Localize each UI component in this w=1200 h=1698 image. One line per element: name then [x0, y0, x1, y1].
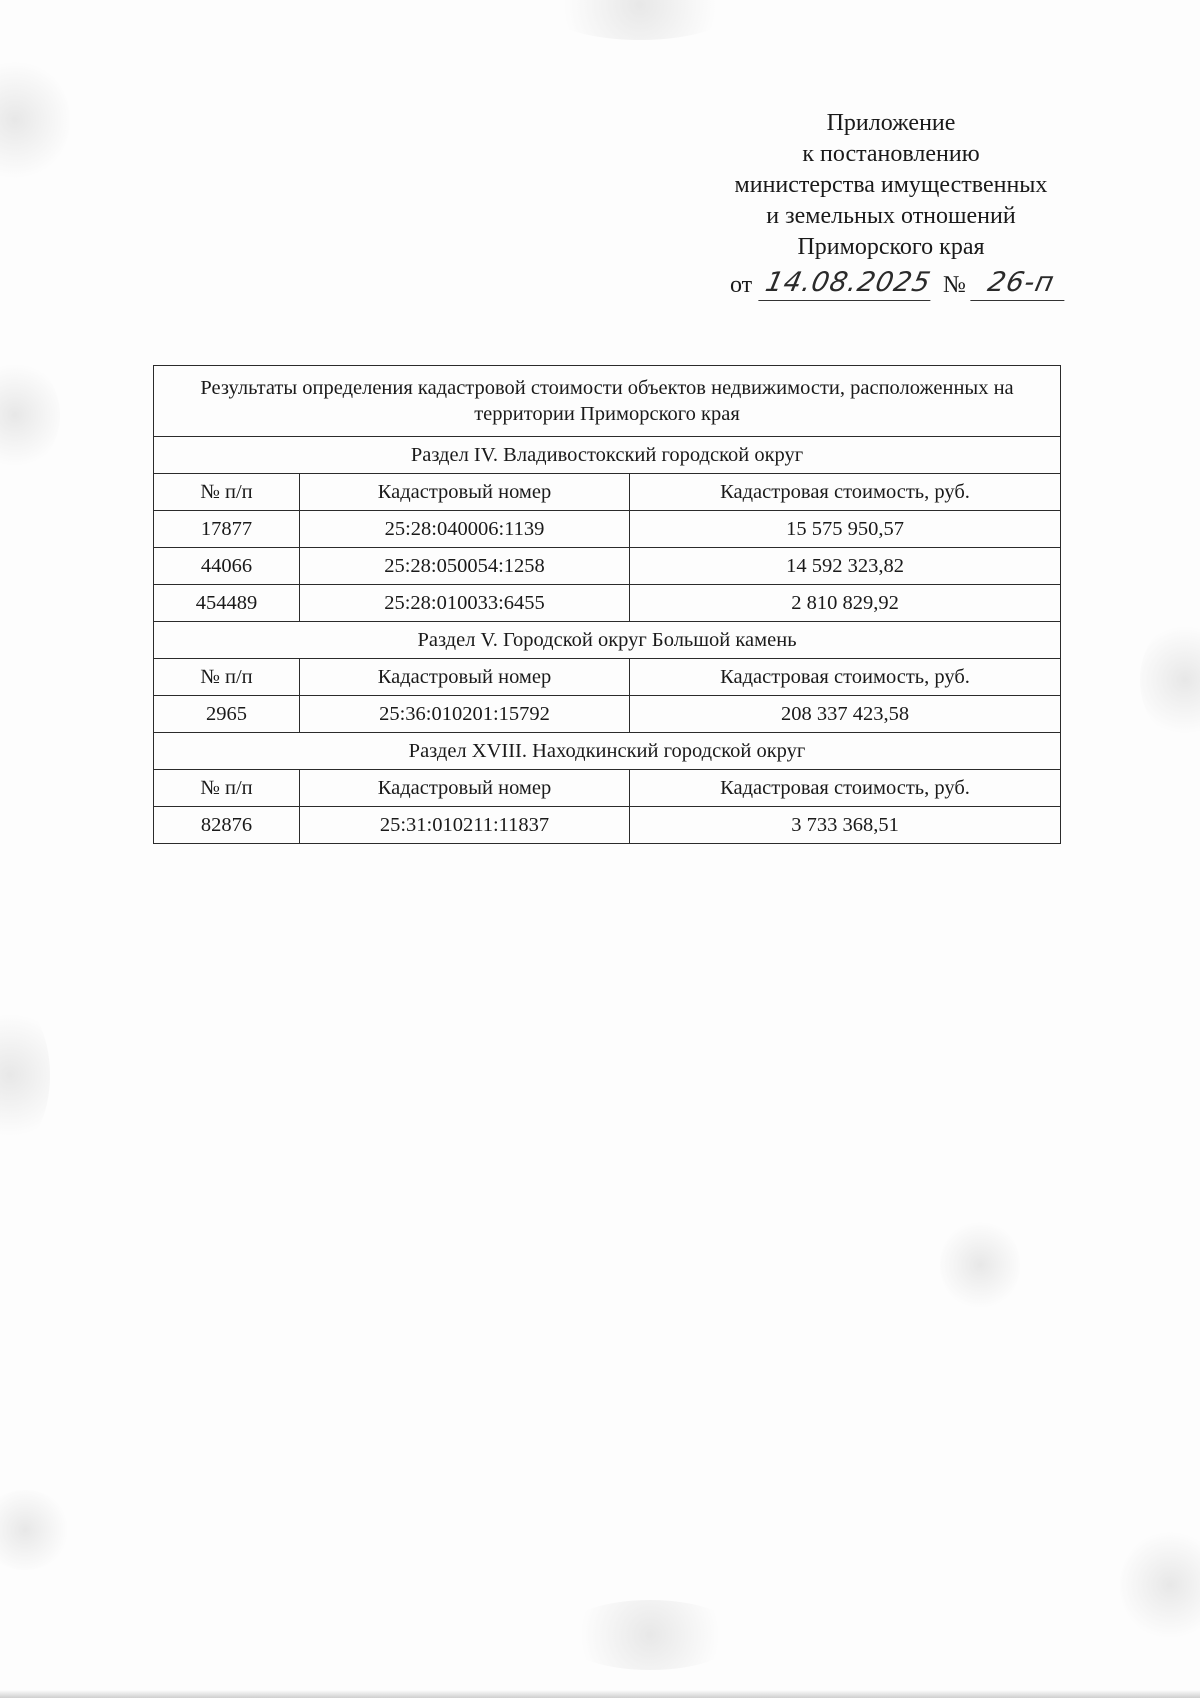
row-number: 17877	[154, 511, 300, 548]
column-header-row	[154, 659, 1061, 696]
scan-noise	[1140, 620, 1200, 740]
cadastral-value-table	[153, 365, 1061, 844]
column-header-cadastral: Кадастровый номер	[300, 659, 630, 696]
date-prefix: от	[730, 272, 753, 298]
scan-noise	[0, 60, 70, 180]
column-header-number: № п/п	[154, 770, 300, 807]
section-heading: Раздел V. Городской округ Большой камень	[154, 622, 1061, 659]
row-cadastral-number: 25:28:040006:1139	[300, 511, 630, 548]
handwritten-date: 14.08.2025	[758, 266, 937, 301]
scan-noise	[0, 1000, 50, 1150]
scan-bottom-edge	[0, 1690, 1200, 1698]
appendix-header	[700, 108, 1082, 263]
section-heading-row	[154, 733, 1061, 770]
column-header-row	[154, 770, 1061, 807]
appendix-header-line: министерства имущественных	[734, 172, 1048, 198]
table-row	[154, 696, 1061, 733]
row-number: 82876	[154, 807, 300, 844]
table-title-row	[154, 366, 1061, 437]
resolution-date-number	[700, 266, 1100, 306]
column-header-value: Кадастровая стоимость, руб.	[630, 770, 1061, 807]
scan-noise	[0, 360, 60, 470]
table-title: Результаты определения кадастровой стоимости объектов недвижимости, расположенных на территории Приморского края	[154, 366, 1061, 437]
row-number: 2965	[154, 696, 300, 733]
row-cadastral-value: 208 337 423,58	[630, 696, 1061, 733]
section-heading-row	[154, 437, 1061, 474]
section-heading: Раздел XVIII. Находкинский городской округ	[154, 733, 1061, 770]
table-row	[154, 511, 1061, 548]
row-cadastral-number: 25:36:010201:15792	[300, 696, 630, 733]
scan-noise	[940, 1220, 1020, 1310]
column-header-number: № п/п	[154, 659, 300, 696]
table-row	[154, 548, 1061, 585]
scan-noise	[540, 0, 740, 40]
scan-noise	[1120, 1530, 1200, 1640]
column-header-row	[154, 474, 1061, 511]
column-header-cadastral: Кадастровый номер	[300, 474, 630, 511]
column-header-value: Кадастровая стоимость, руб.	[630, 474, 1061, 511]
handwritten-number: 26-п	[970, 266, 1071, 301]
appendix-header-line: Приморского края	[797, 234, 985, 260]
column-header-value: Кадастровая стоимость, руб.	[630, 659, 1061, 696]
row-cadastral-value: 3 733 368,51	[630, 807, 1061, 844]
appendix-header-line: Приложение	[826, 110, 956, 136]
scan-noise	[0, 1490, 70, 1570]
section-heading: Раздел IV. Владивостокский городской округ	[154, 437, 1061, 474]
appendix-header-line: и земельных отношений	[766, 203, 1016, 229]
scan-noise	[560, 1600, 740, 1670]
column-header-cadastral: Кадастровый номер	[300, 770, 630, 807]
section-heading-row	[154, 622, 1061, 659]
row-cadastral-value: 2 810 829,92	[630, 585, 1061, 622]
number-prefix: №	[943, 272, 966, 298]
appendix-header-line: к постановлению	[802, 141, 980, 167]
table-row	[154, 585, 1061, 622]
column-header-number: № п/п	[154, 474, 300, 511]
row-number: 454489	[154, 585, 300, 622]
row-cadastral-number: 25:28:050054:1258	[300, 548, 630, 585]
table-row	[154, 807, 1061, 844]
row-cadastral-number: 25:31:010211:11837	[300, 807, 630, 844]
row-cadastral-value: 15 575 950,57	[630, 511, 1061, 548]
row-number: 44066	[154, 548, 300, 585]
row-cadastral-number: 25:28:010033:6455	[300, 585, 630, 622]
row-cadastral-value: 14 592 323,82	[630, 548, 1061, 585]
